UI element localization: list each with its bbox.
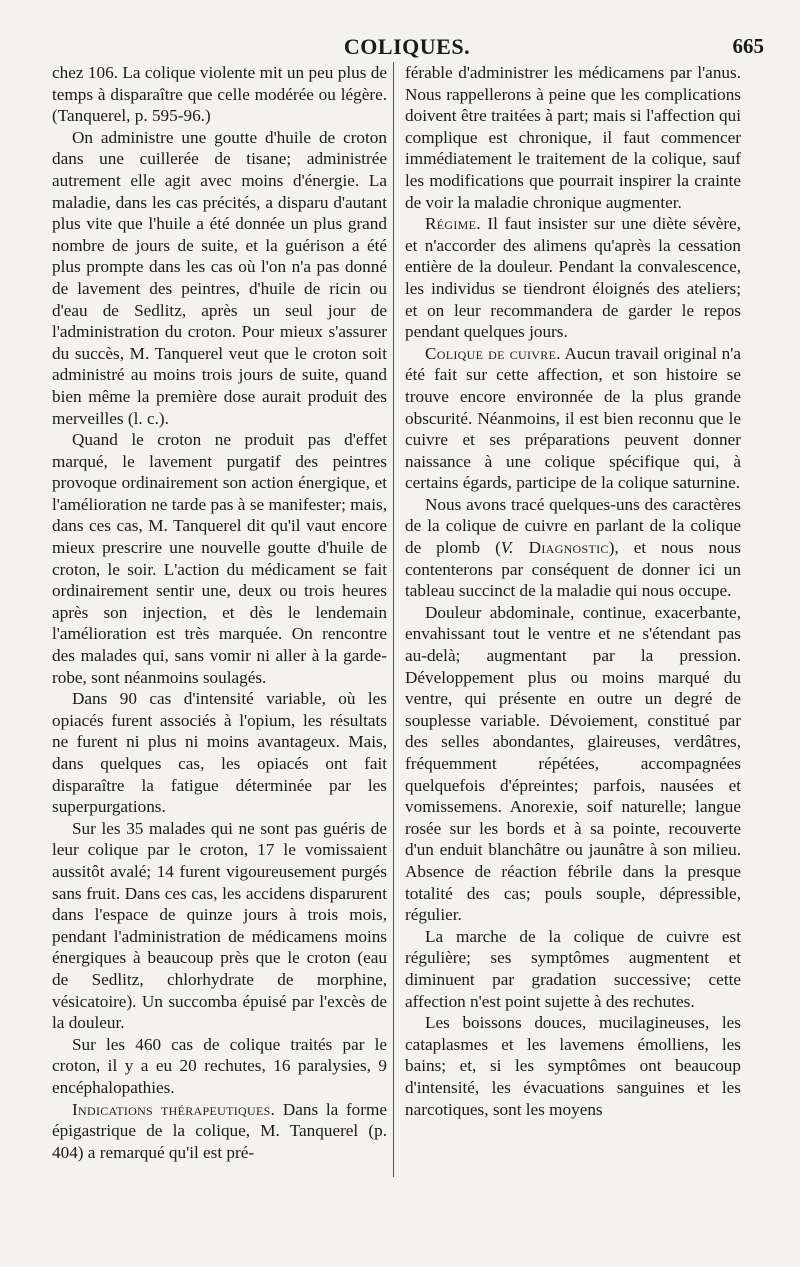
page-title: COLIQUES. [343,34,471,59]
left-column [52,62,387,1163]
paragraph-text: Nous avons tracé quelques-uns des caractères de la colique de cuivre en parlant de la colique de plomb ( [405,494,741,558]
column-divider [393,62,394,1177]
paragraph [405,343,741,494]
paragraph-text: ), et nous nous contenterons par conséquent de donner ici un tableau succinct de la maladie qui nous occupe. [405,538,741,601]
cross-reference: V. [500,538,514,558]
section-heading: Colique de cuivre. [425,343,561,363]
paragraph [52,1099,387,1164]
paragraph: On administre une goutte d'huile de croton dans une cuillerée de tisane; administrée autrement elle agit avec moins d'énergie. La maladie, dans les cas précités, a disparu d'autant plus vite que l'huile a été donnée un plus grand nombre de jours de suite, et la guérison a été plus prompte dans les cas où l'on n'a pas donné de lavement des peintres, d'huile de ricin ou d'eau de Sedlitz, après un seul jour de l'administration du croton. Pour mieux s'assurer du succès, M. Tanquerel veut que le croton soit administré au moins trois jours de suite, quand bien même la première dose aurait produit des merveilles (l. c.). [52,127,387,428]
paragraph: Dans 90 cas d'intensité variable, où les opiacés furent associés à l'opium, les résultats ne furent ni plus ni moins avantageux. Mais, dans quelques cas, les opiacés ont fait disparaître la fatigue déterminée par les superpurgations. [52,689,387,817]
paragraph: Les boissons douces, mucilagineuses, les cataplasmes et les lavemens émolliens, les bains; et, si les symptômes ont beaucoup d'intensité, les évacuations sanguines et les narcotiques, sont les moyens [405,1013,741,1119]
page-number: 665 [732,34,764,58]
paragraph: chez 106. La colique violente mit un peu plus de temps à disparaître que celle modérée ou légère. (Tanquerel, p. 595-96.) [52,63,387,126]
paragraph: Douleur abdominale, continue, exacerbante, envahissant tout le ventre et ne s'étendant pas au-delà; augmentant par la pression. Développement plus ou moins marqué du ventre, qui présente en outre un degré de souplesse variable. Dévoiement, constitué par des selles abondantes, glaireuses, verdâtres, fréquemment répétées, accompagnées quelquefois d'épreintes; parfois, nausées et vomissemens. Anorexie, soif naturelle; langue rosée sur les bords et à sa pointe, recouverte d'un enduit blanchâtre ou jaunâtre à son milieu. Absence de réaction fébrile dans la presque totalité des cas; pouls souple, dépressible, régulier. [405,602,741,925]
paragraph: Sur les 460 cas de colique traités par le croton, il y a eu 20 rechutes, 16 paralysies, 9 encéphalopathies. [52,1034,387,1097]
running-header [50,34,764,60]
paragraph-text: Il faut insister sur une diète sévère, et n'accorder des alimens qu'après la cessation entière de la douleur. Pendant la convalescence, les individus se tiendront éloignés des ateliers; et on leur recommandera de garder le repos pendant quelques jours. [405,214,741,342]
cross-reference-target: Diagnostic [513,538,609,558]
right-column [405,62,741,1120]
paragraph: La marche de la colique de cuivre est régulière; ses symptômes augmentent et diminuent par gradation successive; cette affection n'est point sujette à des rechutes. [405,926,741,1011]
paragraph-text: Aucun travail original n'a été fait sur cette affection, et son histoire se trouve encore environnée de la plus grande obscurité. Néanmoins, il est bien reconnu que le cuivre et ses préparations peuvent donner naissance à une colique spécifique qui, à certains égards, participe de la colique saturnine. [405,343,741,493]
paragraph: Sur les 35 malades qui ne sont pas guéris de leur colique par le croton, 17 le vomissaient aussitôt avalé; 14 furent vigoureusement purgés sans fruit. Dans ces cas, les accidens disparurent dans l'espace de quinze jours à trois mois, pendant l'administration de médicamens moins énergiques à beaucoup près que le croton (eau de Sedlitz, chlorhydrate de morphine, vésicatoire). Un succomba épuisé par l'excès de la douleur. [52,818,387,1033]
paragraph [405,494,741,602]
paragraph [405,213,741,343]
section-heading: Indications thérapeutiques. [72,1099,276,1119]
paragraph: Quand le croton ne produit pas d'effet marqué, le lavement purgatif des peintres provoque ordinairement son action énergique, et l'amélioration ne tarde pas à se manifester; mais, dans ces cas, M. Tanquerel dit qu'il vaut encore mieux prescrire une nouvelle goutte d'huile de croton, le soir. L'action du médicament se fait ordinairement sentir une, deux ou trois heures après son injection, et dès le lendemain l'amélioration est très marquée. On rencontre des malades qui, sans vomir ni aller à la garde-robe, sont néanmoins soulagés. [52,430,387,687]
section-heading: Régime. [425,214,481,234]
paragraph: férable d'administrer les médicamens par l'anus. Nous rappellerons à peine que les complications doivent être traitées à part; mais si l'affection qui complique est chronique, il faut commencer immédiatement le traitement de la colique, sauf les modifications que pourrait inspirer la crainte de voir la maladie chronique augmenter. [405,63,741,212]
paragraph-text: Dans la forme épigastrique de la colique, M. Tanquerel (p. 404) a remarqué qu'il est pré- [52,1099,387,1162]
